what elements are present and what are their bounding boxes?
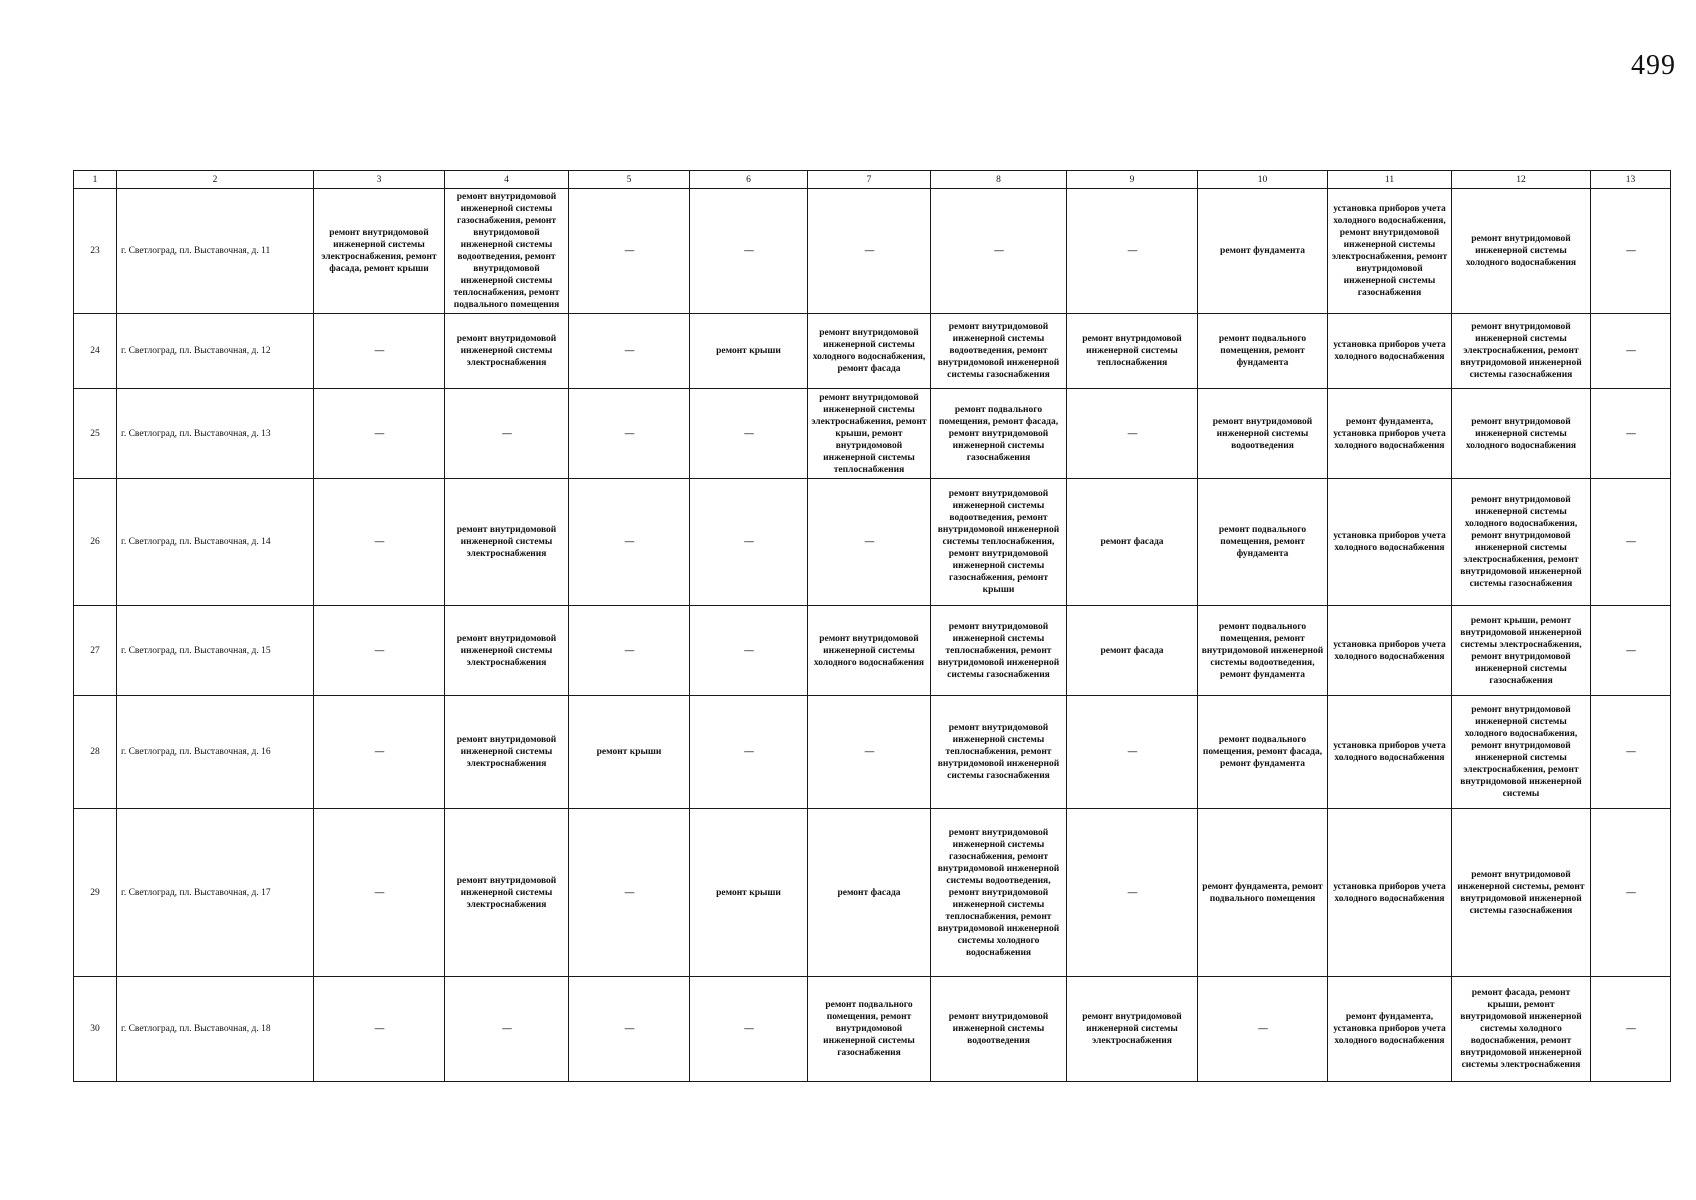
row-number-cell: 27 xyxy=(74,606,117,696)
empty-dash-cell: — xyxy=(1591,809,1671,977)
address-cell: г. Светлоград, пл. Выставочная, д. 13 xyxy=(117,389,314,479)
column-number-cell: 11 xyxy=(1328,171,1452,189)
work-type-cell: ремонт внутридомовой инженерной системы холодного водоснабжения, ремонт внутридомовой инженерной системы электроснабжения, ремонт внутридомовой инженерной системы газоснабжения xyxy=(1452,479,1591,606)
empty-dash-cell: — xyxy=(569,189,690,314)
work-type-cell: ремонт внутридомовой инженерной системы холодного водоснабжения, ремонт фасада xyxy=(808,314,931,389)
column-number-cell: 13 xyxy=(1591,171,1671,189)
empty-dash-cell: — xyxy=(445,977,569,1082)
work-type-cell: ремонт внутридомовой инженерной системы электроснабжения, ремонт внутридомовой инженерной системы газоснабжения xyxy=(1452,314,1591,389)
work-type-cell: ремонт внутридомовой инженерной системы электроснабжения xyxy=(445,479,569,606)
empty-dash-cell: — xyxy=(690,977,808,1082)
empty-dash-cell: — xyxy=(1591,314,1671,389)
empty-dash-cell: — xyxy=(314,809,445,977)
address-cell: г. Светлоград, пл. Выставочная, д. 14 xyxy=(117,479,314,606)
work-type-cell: установка приборов учета холодного водоснабжения xyxy=(1328,606,1452,696)
empty-dash-cell: — xyxy=(569,479,690,606)
empty-dash-cell: — xyxy=(1591,479,1671,606)
empty-dash-cell: — xyxy=(1591,389,1671,479)
table-row xyxy=(74,189,1671,314)
empty-dash-cell: — xyxy=(690,479,808,606)
capital-repair-schedule-table xyxy=(73,170,1671,1082)
empty-dash-cell: — xyxy=(569,977,690,1082)
work-type-cell: ремонт подвального помещения, ремонт фундамента xyxy=(1198,479,1328,606)
column-number-cell: 8 xyxy=(931,171,1067,189)
work-type-cell: ремонт фасада xyxy=(1067,606,1198,696)
work-type-cell: ремонт фундамента, установка приборов учета холодного водоснабжения xyxy=(1328,389,1452,479)
empty-dash-cell: — xyxy=(690,189,808,314)
column-number-cell: 5 xyxy=(569,171,690,189)
work-type-cell: ремонт внутридомовой инженерной системы холодного водоснабжения xyxy=(1452,189,1591,314)
work-type-cell: установка приборов учета холодного водоснабжения xyxy=(1328,479,1452,606)
work-type-cell: установка приборов учета холодного водоснабжения xyxy=(1328,809,1452,977)
empty-dash-cell: — xyxy=(808,696,931,809)
row-number-cell: 29 xyxy=(74,809,117,977)
empty-dash-cell: — xyxy=(1067,696,1198,809)
work-type-cell: ремонт фундамента, ремонт подвального помещения xyxy=(1198,809,1328,977)
column-number-cell: 4 xyxy=(445,171,569,189)
work-type-cell: ремонт фасада xyxy=(1067,479,1198,606)
work-type-cell: ремонт фасада xyxy=(808,809,931,977)
table-row xyxy=(74,389,1671,479)
empty-dash-cell: — xyxy=(314,314,445,389)
table-row xyxy=(74,479,1671,606)
work-type-cell: ремонт внутридомовой инженерной системы водоотведения xyxy=(1198,389,1328,479)
empty-dash-cell: — xyxy=(1591,189,1671,314)
empty-dash-cell: — xyxy=(314,606,445,696)
empty-dash-cell: — xyxy=(931,189,1067,314)
empty-dash-cell: — xyxy=(569,389,690,479)
empty-dash-cell: — xyxy=(690,696,808,809)
address-cell: г. Светлоград, пл. Выставочная, д. 12 xyxy=(117,314,314,389)
address-cell: г. Светлоград, пл. Выставочная, д. 15 xyxy=(117,606,314,696)
empty-dash-cell: — xyxy=(314,389,445,479)
work-type-cell: установка приборов учета холодного водоснабжения xyxy=(1328,696,1452,809)
work-type-cell: ремонт фасада, ремонт крыши, ремонт внутридомовой инженерной системы холодного водоснабжения, ремонт внутридомовой инженерной системы электроснабжения xyxy=(1452,977,1591,1082)
work-type-cell: ремонт внутридомовой инженерной системы теплоснабжения xyxy=(1067,314,1198,389)
empty-dash-cell: — xyxy=(445,389,569,479)
table-row xyxy=(74,606,1671,696)
empty-dash-cell: — xyxy=(1591,696,1671,809)
address-cell: г. Светлоград, пл. Выставочная, д. 16 xyxy=(117,696,314,809)
row-number-cell: 30 xyxy=(74,977,117,1082)
row-number-cell: 24 xyxy=(74,314,117,389)
empty-dash-cell: — xyxy=(569,606,690,696)
work-type-cell: ремонт фундамента, установка приборов учета холодного водоснабжения xyxy=(1328,977,1452,1082)
work-type-cell: ремонт внутридомовой инженерной системы холодного водоснабжения, ремонт внутридомовой инженерной системы электроснабжения, ремонт внутридомовой инженерной системы xyxy=(1452,696,1591,809)
empty-dash-cell: — xyxy=(1591,606,1671,696)
column-number-cell: 12 xyxy=(1452,171,1591,189)
empty-dash-cell: — xyxy=(569,809,690,977)
work-type-cell: ремонт подвального помещения, ремонт внутридомовой инженерной системы водоотведения, ремонт фундамента xyxy=(1198,606,1328,696)
work-type-cell: ремонт фундамента xyxy=(1198,189,1328,314)
work-type-cell: ремонт подвального помещения, ремонт фасада, ремонт фундамента xyxy=(1198,696,1328,809)
empty-dash-cell: — xyxy=(1067,189,1198,314)
work-type-cell: ремонт внутридомовой инженерной системы электроснабжения xyxy=(445,696,569,809)
work-type-cell: ремонт внутридомовой инженерной системы электроснабжения, ремонт крыши, ремонт внутридомовой инженерной системы теплоснабжения xyxy=(808,389,931,479)
empty-dash-cell: — xyxy=(314,977,445,1082)
work-type-cell: ремонт внутридомовой инженерной системы теплоснабжения, ремонт внутридомовой инженерной системы газоснабжения xyxy=(931,696,1067,809)
empty-dash-cell: — xyxy=(1198,977,1328,1082)
row-number-cell: 26 xyxy=(74,479,117,606)
row-number-cell: 23 xyxy=(74,189,117,314)
column-number-cell: 9 xyxy=(1067,171,1198,189)
address-cell: г. Светлоград, пл. Выставочная, д. 17 xyxy=(117,809,314,977)
work-type-cell: ремонт крыши, ремонт внутридомовой инженерной системы электроснабжения, ремонт внутридомовой инженерной системы газоснабжения xyxy=(1452,606,1591,696)
address-cell: г. Светлоград, пл. Выставочная, д. 11 xyxy=(117,189,314,314)
column-number-cell: 3 xyxy=(314,171,445,189)
work-type-cell: ремонт внутридомовой инженерной системы водоотведения xyxy=(931,977,1067,1082)
empty-dash-cell: — xyxy=(1591,977,1671,1082)
empty-dash-cell: — xyxy=(1067,389,1198,479)
work-type-cell: ремонт внутридомовой инженерной системы электроснабжения xyxy=(445,314,569,389)
row-number-cell: 25 xyxy=(74,389,117,479)
work-type-cell: установка приборов учета холодного водоснабжения xyxy=(1328,314,1452,389)
table-row xyxy=(74,809,1671,977)
work-type-cell: ремонт подвального помещения, ремонт фундамента xyxy=(1198,314,1328,389)
empty-dash-cell: — xyxy=(314,696,445,809)
empty-dash-cell: — xyxy=(569,314,690,389)
work-type-cell: ремонт внутридомовой инженерной системы холодного водоснабжения xyxy=(1452,389,1591,479)
work-type-cell: ремонт подвального помещения, ремонт внутридомовой инженерной системы газоснабжения xyxy=(808,977,931,1082)
work-type-cell: ремонт внутридомовой инженерной системы теплоснабжения, ремонт внутридомовой инженерной системы газоснабжения xyxy=(931,606,1067,696)
empty-dash-cell: — xyxy=(1067,809,1198,977)
work-type-cell: ремонт внутридомовой инженерной системы водоотведения, ремонт внутридомовой инженерной системы теплоснабжения, ремонт внутридомовой инженерной системы газоснабжения, ремонт крыши xyxy=(931,479,1067,606)
column-number-cell: 1 xyxy=(74,171,117,189)
empty-dash-cell: — xyxy=(808,189,931,314)
table-row xyxy=(74,696,1671,809)
empty-dash-cell: — xyxy=(690,389,808,479)
work-type-cell: ремонт внутридомовой инженерной системы водоотведения, ремонт внутридомовой инженерной системы газоснабжения xyxy=(931,314,1067,389)
work-type-cell: установка приборов учета холодного водоснабжения, ремонт внутридомовой инженерной системы электроснабжения, ремонт внутридомовой инженерной системы газоснабжения xyxy=(1328,189,1452,314)
column-number-cell: 10 xyxy=(1198,171,1328,189)
table-row xyxy=(74,977,1671,1082)
table-row xyxy=(74,314,1671,389)
work-type-cell: ремонт крыши xyxy=(690,809,808,977)
work-type-cell: ремонт внутридомовой инженерной системы электроснабжения xyxy=(1067,977,1198,1082)
address-cell: г. Светлоград, пл. Выставочная, д. 18 xyxy=(117,977,314,1082)
column-number-cell: 6 xyxy=(690,171,808,189)
work-type-cell: ремонт внутридомовой инженерной системы, ремонт внутридомовой инженерной системы газоснабжения xyxy=(1452,809,1591,977)
work-type-cell: ремонт крыши xyxy=(569,696,690,809)
empty-dash-cell: — xyxy=(690,606,808,696)
work-type-cell: ремонт внутридомовой инженерной системы электроснабжения, ремонт фасада, ремонт крыши xyxy=(314,189,445,314)
work-type-cell: ремонт внутридомовой инженерной системы холодного водоснабжения xyxy=(808,606,931,696)
work-type-cell: ремонт внутридомовой инженерной системы электроснабжения xyxy=(445,809,569,977)
work-type-cell: ремонт внутридомовой инженерной системы газоснабжения, ремонт внутридомовой инженерной системы водоотведения, ремонт внутридомовой инженерной системы теплоснабжения, ремонт подвального помещения xyxy=(445,189,569,314)
column-number-row xyxy=(74,171,1671,189)
work-type-cell: ремонт внутридомовой инженерной системы газоснабжения, ремонт внутридомовой инженерной системы водоотведения, ремонт внутридомовой инженерной системы теплоснабжения, ремонт внутридомовой инженерной системы холодного водоснабжения xyxy=(931,809,1067,977)
empty-dash-cell: — xyxy=(314,479,445,606)
work-type-cell: ремонт крыши xyxy=(690,314,808,389)
row-number-cell: 28 xyxy=(74,696,117,809)
column-number-cell: 2 xyxy=(117,171,314,189)
work-type-cell: ремонт внутридомовой инженерной системы электроснабжения xyxy=(445,606,569,696)
empty-dash-cell: — xyxy=(808,479,931,606)
column-number-cell: 7 xyxy=(808,171,931,189)
page-number: 499 xyxy=(1631,50,1676,81)
work-type-cell: ремонт подвального помещения, ремонт фасада, ремонт внутридомовой инженерной системы газоснабжения xyxy=(931,389,1067,479)
